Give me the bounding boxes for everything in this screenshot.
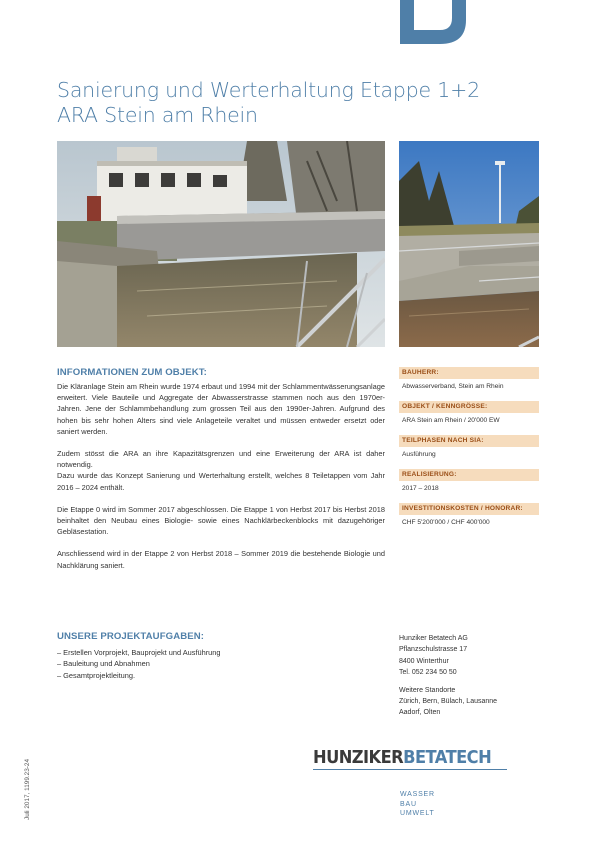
document-code: Juli 2017, 1199.23-24 <box>24 759 31 820</box>
brand-part-1: HUNZIKER <box>313 748 404 768</box>
list-item: – Bauleitung und Abnahmen <box>57 659 150 669</box>
info-paragraph-2: Zudem stösst die ARA an ihre Kapazitätsgrenzen und eine Erweiterung der ARA ist daher notwendig. <box>57 449 385 470</box>
fact-label-costs: INVESTITIONSKOSTEN / HONORAR: <box>399 503 539 515</box>
info-heading: INFORMATIONEN ZUM OBJEKT: <box>57 367 207 378</box>
info-paragraph-3: Dazu wurde das Konzept Sanierung und Werterhaltung erstellt, welches 8 Teiletappen vom Jahr 2016 – 2024 enthält. <box>57 471 385 492</box>
tasks-list <box>57 647 377 681</box>
info-paragraph-4: Die Etappe 0 wird im Sommer 2017 abgeschlossen. Die Etappe 1 von Herbst 2017 bis Herbst 2018 beinhaltet den Neubau eines Biologie- sowie eines Nachklärbeckenblocks mit dazugehöriger Gebläsestation. <box>57 504 385 537</box>
tagline-word-3: UMWELT <box>400 810 435 818</box>
brand-part-2: BETATECH <box>403 748 492 768</box>
list-item: – Gesamtprojektleitung. <box>57 670 136 680</box>
tasks-heading: UNSERE PROJEKTAUFGABEN: <box>57 631 205 642</box>
brand-underline <box>313 769 507 770</box>
other-locations-label: Weitere Standorte <box>399 686 456 694</box>
other-locations-line-2: Aadorf, Olten <box>399 709 441 717</box>
company-address <box>399 633 539 719</box>
fact-label-object: OBJEKT / KENNGRÖSSE: <box>399 401 539 413</box>
page-title <box>57 78 537 128</box>
company-city: 8400 Winterthur <box>399 657 449 665</box>
brand-d-logo-icon <box>400 0 468 44</box>
fact-value-phases: Ausführung <box>402 451 436 458</box>
tagline-word-1: WASSER <box>400 791 435 798</box>
other-locations-line-1: Zürich, Bern, Bülach, Lausanne <box>399 698 498 706</box>
tagline-word-2: BAU <box>400 800 417 808</box>
company-street: Pflanzschulstrasse 17 <box>399 646 468 654</box>
fact-value-realisation: 2017 – 2018 <box>402 485 439 492</box>
info-paragraph-1: Die Kläranlage Stein am Rhein wurde 1974 erbaut und 1994 mit der Schlammentwässerungsanlage erweitert. Viele Bauteile und Aggregate der Abwasserstrasse stammen noch aus den 1970er-Jahren. Jene der Schlammbehandlung zum grossen Teil aus den 1990er-Jahren. Aufgrund des hohen bis sehr hohen Alters sind viele Anlageteile veraltet und müssen entweder ersetzt oder saniert werden. <box>57 382 385 436</box>
fact-label-realisation: REALISIERUNG: <box>399 469 539 481</box>
info-body <box>57 381 385 582</box>
info-paragraph-5: Anschliessend wird in der Etappe 2 von Herbst 2018 – Sommer 2019 die bestehende Biologie und Nachklärung saniert. <box>57 549 385 570</box>
photo-basin-sky <box>399 141 539 347</box>
project-facts <box>399 367 539 537</box>
fact-value-object: ARA Stein am Rhein / 20'000 EW <box>402 417 500 424</box>
title-line-1: Sanierung und Werterhaltung Etappe 1+2 <box>57 78 480 102</box>
fact-label-phases: TEILPHASEN NACH SIA: <box>399 435 539 447</box>
fact-value-client: Abwasserverband, Stein am Rhein <box>402 383 504 390</box>
list-item: – Erstellen Vorprojekt, Bauprojekt und Ausführung <box>57 648 221 657</box>
fact-value-costs: CHF 5'200'000 / CHF 400'000 <box>402 519 490 526</box>
company-name: Hunziker Betatech AG <box>399 635 468 642</box>
company-phone: Tel. 052 234 50 50 <box>399 669 457 677</box>
brand-tagline <box>400 790 435 819</box>
fact-label-client: BAUHERR: <box>399 367 539 379</box>
photo-treatment-basin <box>57 141 385 347</box>
title-line-2: ARA Stein am Rhein <box>57 103 258 127</box>
